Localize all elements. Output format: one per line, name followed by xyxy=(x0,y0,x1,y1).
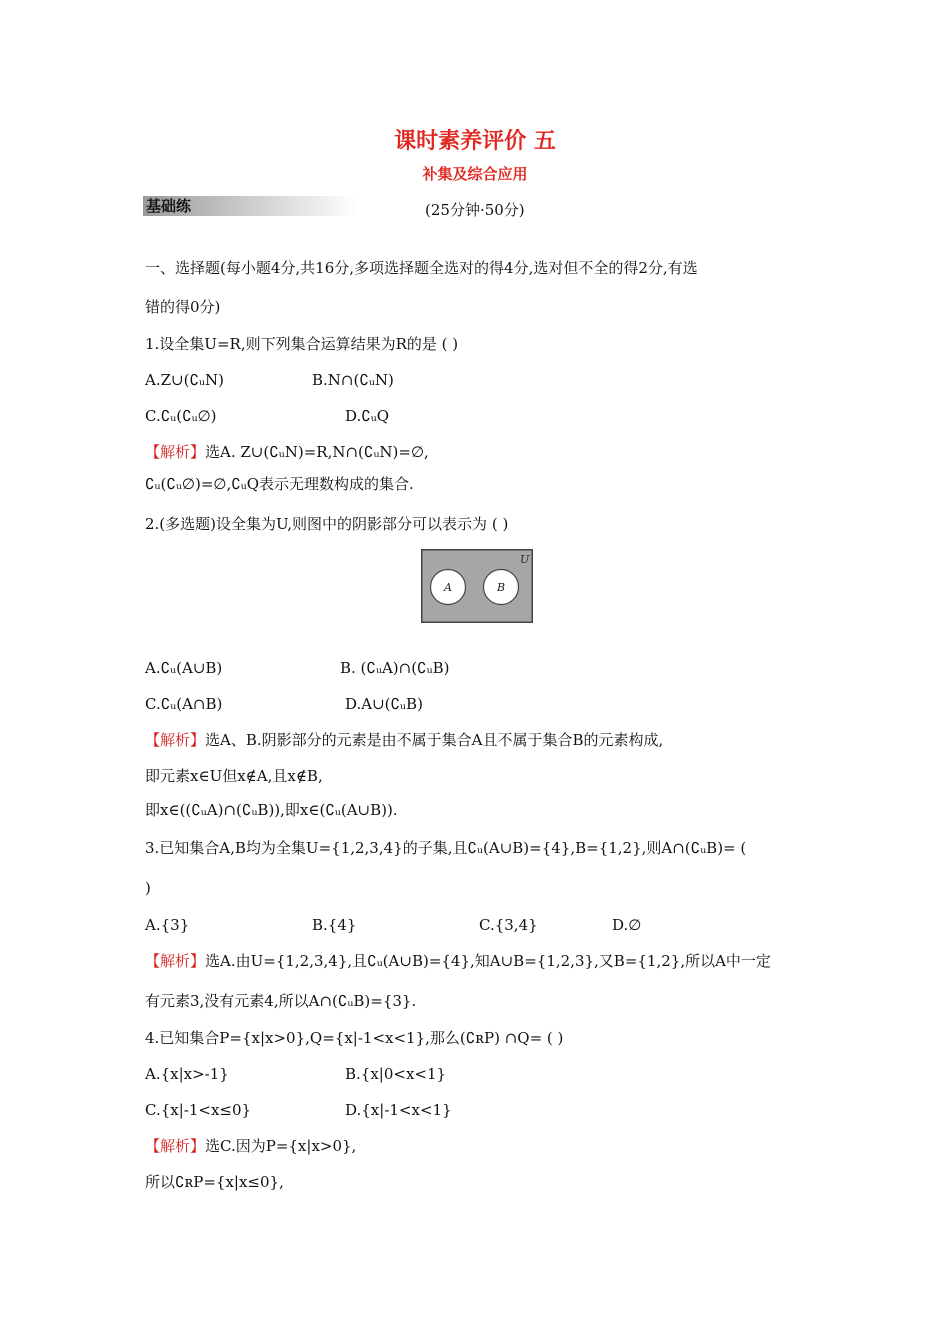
q2-option-a: A.∁ᵤ(A∪B) xyxy=(145,659,223,677)
q2-option-d: D.A∪(∁ᵤB) xyxy=(345,695,423,713)
q2-answer-line3: 即x∈((∁ᵤA)∩(∁ᵤB)),即x∈(∁ᵤ(A∪B)). xyxy=(145,801,398,819)
section-tag xyxy=(143,196,358,216)
q1-answer-line2: ∁ᵤ(∁ᵤ∅)=∅,∁ᵤQ表示无理数构成的集合. xyxy=(145,475,414,493)
q2-option-b: B. (∁ᵤA)∩(∁ᵤB) xyxy=(340,659,450,677)
q4-option-c: C.{x|-1<x≤0} xyxy=(145,1101,252,1119)
time-score: (25分钟·50分) xyxy=(425,201,525,219)
q3-option-c: C.{3,4} xyxy=(479,916,538,934)
universe-label: U xyxy=(520,553,530,566)
q3-stem-cont: ) xyxy=(145,879,151,897)
page-subtitle: 补集及综合应用 xyxy=(422,165,528,183)
q4-answer-line2: 所以∁ʀP={x|x≤0}, xyxy=(145,1173,284,1191)
q4-option-d: D.{x|-1<x<1} xyxy=(345,1101,452,1119)
q1-answer-text1: 选A. Z∪(∁ᵤN)=R,N∩(∁ᵤN)=∅, xyxy=(205,443,429,461)
q2-answer-tag: 【解析】 xyxy=(145,731,206,749)
q4-stem: 4.已知集合P={x|x>0},Q={x|-1<x<1},那么(∁ʀP) ∩Q= ( ) xyxy=(145,1029,564,1047)
q3-stem: 3.已知集合A,B均为全集U={1,2,3,4}的子集,且∁ᵤ(A∪B)={4},B={1,2},则A∩(∁ᵤB)= ( xyxy=(145,839,747,857)
q4-option-b: B.{x|0<x<1} xyxy=(345,1065,447,1083)
section-tag-label: 基础练 xyxy=(146,197,192,215)
q4-answer-line1 xyxy=(145,1136,356,1156)
q1-answer-line1 xyxy=(145,442,429,462)
set-b-label: B xyxy=(497,581,506,594)
q3-answer-text1: 选A.由U={1,2,3,4},且∁ᵤ(A∪B)={4},知A∪B={1,2,3},又B={1,2},所以A中一定 xyxy=(205,952,771,970)
q4-answer-text1: 选C.因为P={x|x>0}, xyxy=(205,1137,357,1155)
q1-stem: 1.设全集U=R,则下列集合运算结果为R的是 ( ) xyxy=(145,335,459,353)
q1-answer-tag: 【解析】 xyxy=(145,443,206,461)
q3-answer-tag: 【解析】 xyxy=(145,952,206,970)
page-title: 课时素养评价 五 xyxy=(394,129,556,154)
q1-option-b: B.N∩(∁ᵤN) xyxy=(312,371,394,389)
q1-option-a: A.Z∪(∁ᵤN) xyxy=(145,371,224,389)
q1-option-c: C.∁ᵤ(∁ᵤ∅) xyxy=(145,407,217,425)
q3-option-b: B.{4} xyxy=(312,916,357,934)
q2-answer-text1: 选A、B.阴影部分的元素是由不属于集合A且不属于集合B的元素构成, xyxy=(205,731,664,749)
q2-option-c: C.∁ᵤ(A∩B) xyxy=(145,695,223,713)
q2-answer-line1 xyxy=(145,730,663,750)
q3-option-d: D.∅ xyxy=(612,916,642,934)
q3-option-a: A.{3} xyxy=(145,916,190,934)
q2-answer-line2: 即元素x∈U但x∉A,且x∉B, xyxy=(145,767,323,785)
q2-stem: 2.(多选题)设全集为U,则图中的阴影部分可以表示为 ( ) xyxy=(145,515,509,533)
q3-answer-line2: 有元素3,没有元素4,所以A∩(∁ᵤB)={3}. xyxy=(145,992,417,1010)
section1-line2: 错的得0分) xyxy=(145,298,221,316)
set-a-label: A xyxy=(444,581,452,594)
section1-line1: 一、选择题(每小题4分,共16分,多项选择题全选对的得4分,选对但不全的得2分,有选 xyxy=(145,259,698,277)
q4-option-a: A.{x|x>-1} xyxy=(145,1065,229,1083)
q1-option-d: D.∁ᵤQ xyxy=(345,407,390,425)
q3-answer-line1 xyxy=(145,951,771,971)
q4-answer-tag: 【解析】 xyxy=(145,1137,206,1155)
venn-diagram xyxy=(421,549,533,623)
